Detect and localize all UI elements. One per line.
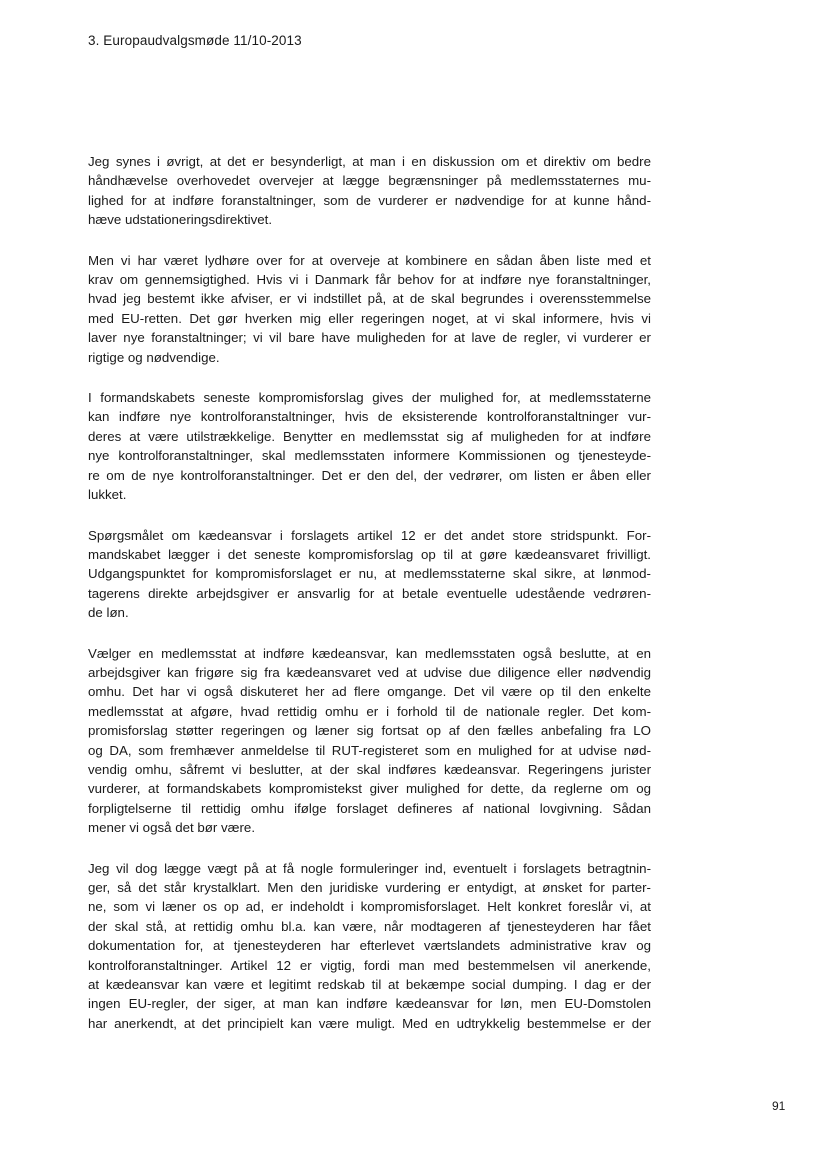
text-line: hæve udstationeringsdirektivet. [88,212,273,228]
text-line: Udgangspunktet for kompromisforslaget er nu, at medlemsstaterne skal sikre, at lønmod- [88,566,651,582]
paragraph [88,526,651,623]
text-line: deres at være utilstrækkelige. Benytter en medlemsstat sig af muligheden for at indføre [88,428,651,444]
text-line: at kædeansvar kan være et legitimt redskab til at bekæmpe social dumping. I dag er der [88,977,651,993]
paragraph [88,859,651,1034]
text-line: vurderer, at formandskabets kompromistekst giver mulighed for dette, da reglerne om og [88,781,651,797]
text-line: Spørgsmålet om kædeansvar i forslagets artikel 12 er det andet store stridspunkt. For- [88,527,651,543]
text-line: Vælger en medlemsstat at indføre kædeansvar, kan medlemsstaten også beslutte, at en [88,645,651,661]
text-line: rigtige og nødvendige. [88,349,220,365]
paragraph [88,152,651,230]
page-number: 91 [772,1099,786,1113]
text-line: håndhævelse overhovedet overvejer at lægge begrænsninger på medlemsstaternes mu- [88,173,651,189]
text-line: og DA, som fremhæver anmeldelse til RUT-registeret som en mulighed for at udvise nød- [88,742,651,758]
text-line: hvad jeg bestemt ikke afviser, er vi indstillet på, at de skal begrundes i overensstemmelse [88,291,651,307]
text-line: ingen EU-regler, der siger, at man kan indføre kædeansvar for løn, men EU-Domstolen [88,996,651,1012]
text-line: kan indføre nye kontrolforanstaltninger, hvis de eksisterende kontrolforanstaltninger vur- [88,409,651,425]
text-line: forpligtelserne til rettidig omhu ifølge forslaget defineres af national lovgivning. Sådan [88,800,651,816]
text-line: har anerkendt, at det principielt kan være muligt. Med en udtrykkelig bestemmelse er der [88,1015,651,1031]
text-line: ne, som vi læner os op ad, er indeholdt i kompromisforslaget. Helt konkret foreslår vi, at [88,899,651,915]
text-line: ger, så det står krystalklart. Men den juridiske vurdering er entydigt, at ønsket for parter- [88,880,651,895]
text-line: krav om gennemsigtighed. Hvis vi i Danmark får behov for at indføre nye foranstaltninger, [88,272,651,288]
text-line: Jeg vil dog lægge vægt på at få nogle formuleringer ind, eventuelt i forslagets betragtnin- [88,860,651,876]
text-line: re om de nye kontrolforanstaltninger. Det er den del, der vedrører, om listen er åben eller [88,467,651,483]
text-line: Men vi har været lydhøre over for at overveje at kombinere en sådan åben liste med et [88,252,651,268]
text-line: mandskabet lægger i det seneste kompromisforslag op til at gøre kædeansvaret frivilligt. [88,546,651,562]
text-line: vendig omhu, såfremt vi beslutter, at der skal indføres kædeansvar. Regeringens jurister [88,761,651,777]
text-line: kontrolforanstaltninger. Artikel 12 er vigtig, fordi man med bestemmelsen vil anerkende, [88,957,651,973]
text-line: mener vi også det bør være. [88,820,256,836]
text-line: lukket. [88,487,127,503]
text-line: med EU-retten. Det gør hverken mig eller regeringen noget, at vi skal informere, hvis vi [88,310,651,326]
text-line: promisforslag støtter regeringen og læner sig fortsat op af den fælles anbefaling fra LO [88,723,651,739]
paragraph [88,644,651,838]
text-line: tagerens direkte arbejdsgiver er ansvarlig for at betale eventuelle udestående vedrøren- [88,585,651,601]
paragraph [88,388,651,504]
text-line: Jeg synes i øvrigt, at det er besynderligt, at man i en diskussion om et direktiv om bedre [88,154,651,169]
text-line: der skal stå, at rettidig omhu bl.a. kan være, når modtageren af tjenesteyderen har fået [88,918,651,934]
text-line: arbejdsgiver kan frigøre sig fra kædeansvaret ved at udvise due diligence eller nødvendig [88,664,651,680]
paragraph [88,251,651,367]
text-line: dokumentation for, at tjenesteyderen har efterlevet værtslandets administrative krav og [88,938,651,954]
text-line: medlemsstat at afgøre, hvad rettidig omhu er i forhold til de nationale regler. Det kom- [88,703,651,719]
text-line: omhu. Det har vi også diskuteret her ad flere omgange. Det vil være op til den enkelte [88,684,651,700]
text-line: lighed for at indføre foranstaltninger, som de vurderer er nødvendige for at kunne hånd- [88,192,651,208]
page-header-title: 3. Europaudvalgsmøde 11/10-2013 [88,33,302,48]
text-line: nye kontrolforanstaltninger, skal medlemsstaten informere Kommissionen og tjenesteyde- [88,448,651,464]
text-line: de løn. [88,605,129,621]
text-line: laver nye foranstaltninger; vi vil bare have muligheden for at lave de regler, vi vurderer er [88,330,651,346]
text-line: I formandskabets seneste kompromisforslag gives der mulighed for, at medlemsstaterne [88,390,651,406]
document-body [88,152,651,1054]
